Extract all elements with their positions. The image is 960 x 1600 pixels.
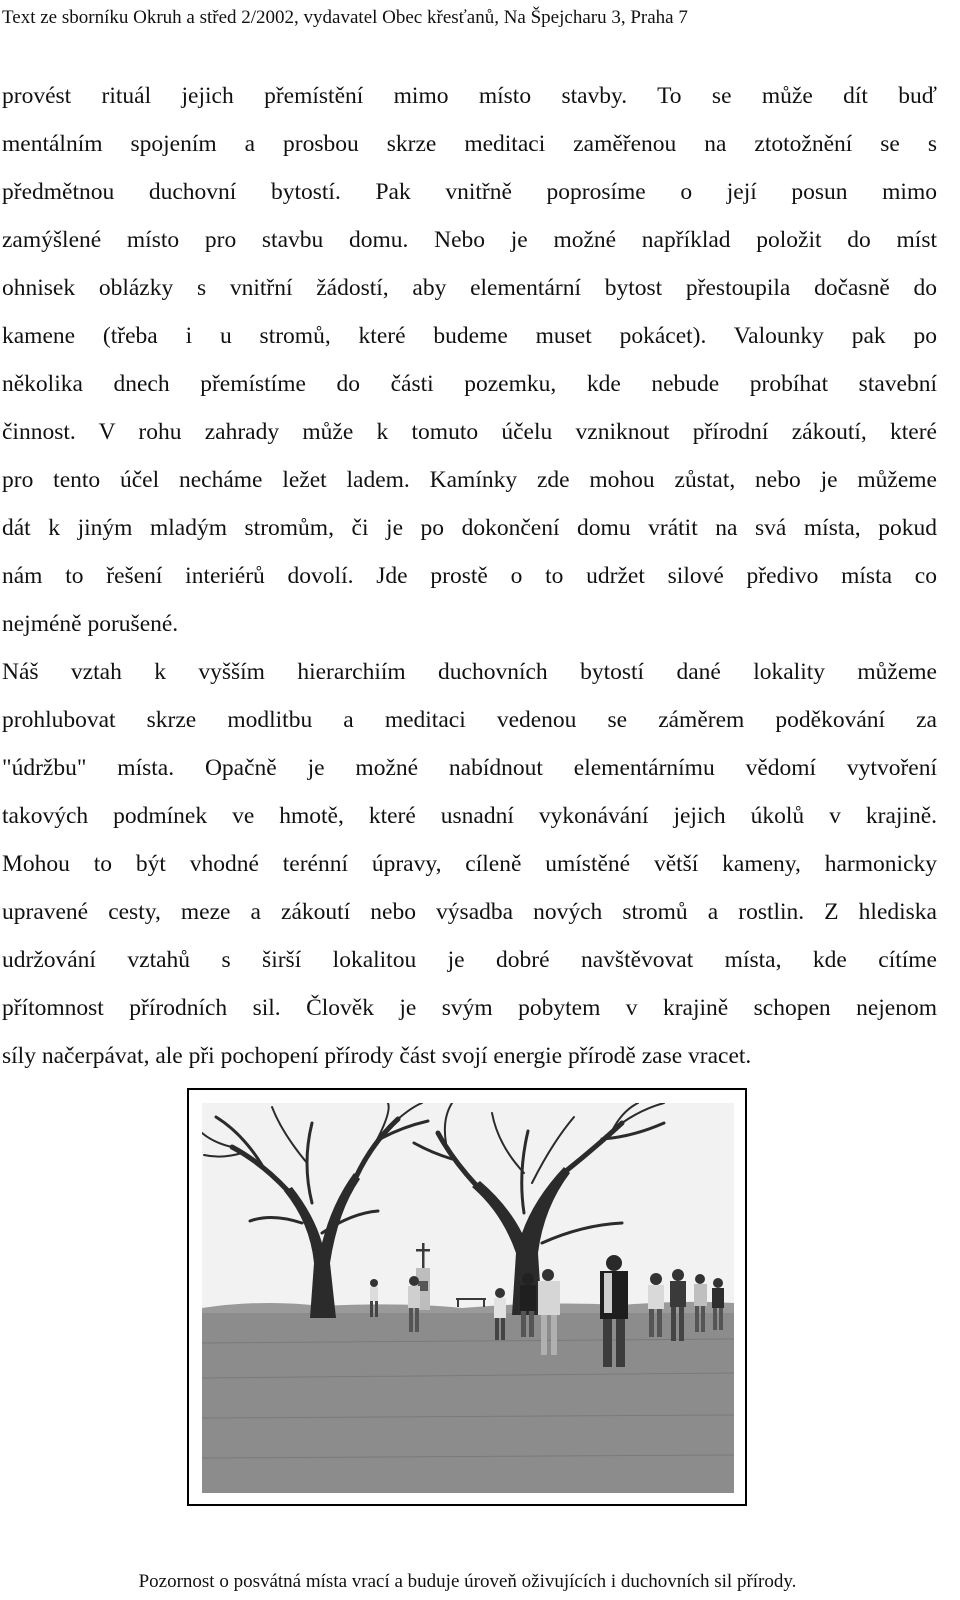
text-line: Náš vztah k vyšším hierarchiím duchovních bytostí dané lokality můžeme xyxy=(2,659,937,685)
text-line: pro tento účel necháme ležet ladem. Kamínky zde mohou zůstat, nebo je můžeme xyxy=(2,467,937,493)
photo-frame xyxy=(187,1088,747,1506)
text-line: takových podmínek ve hmotě, které usnadní vykonávání jejich úkolů v krajině. xyxy=(2,803,937,829)
figure-caption: Pozornost o posvátná místa vrací a buduje úroveň oživujících i duchovních sil přírody. xyxy=(138,1571,797,1592)
text-line: provést rituál jejich přemístění mimo místo stavby. To se může dít buď xyxy=(2,83,937,109)
text-line: "údržbu" místa. Opačně je možné nabídnout elementárnímu vědomí vytvoření xyxy=(2,755,937,781)
text-line: předmětnou duchovní bytostí. Pak vnitřně poprosíme o její posun mimo xyxy=(2,179,937,205)
paragraph-1 xyxy=(2,72,937,648)
text-line: mentálním spojením a prosbou skrze meditaci zaměřenou na ztotožnění se s xyxy=(2,131,937,157)
text-line: několika dnech přemístíme do části pozemku, kde nebude probíhat stavební xyxy=(2,371,937,397)
page-header: Text ze sborníku Okruh a střed 2/2002, vydavatel Obec křesťanů, Na Špejcharu 3, Praha 7 xyxy=(2,7,688,28)
paragraph-2 xyxy=(2,648,937,1080)
text-line: udržování vztahů s širší lokalitou je dobré navštěvovat místa, kde cítíme xyxy=(2,947,937,973)
text-line: činnost. V rohu zahrady může k tomuto účelu vzniknout přírodní zákoutí, které xyxy=(2,419,937,445)
text-line: nám to řešení interiérů dovolí. Jde prostě o to udržet silové předivo místa co xyxy=(2,563,937,589)
text-line: ohnisek oblázky s vnitřní žádostí, aby elementární bytost přestoupila dočasně do xyxy=(2,275,937,301)
text-line: Mohou to být vhodné terénní úpravy, cíleně umístěné větší kameny, harmonicky xyxy=(2,851,937,877)
text-line: dát k jiným mladým stromům, či je po dokončení domu vrátit na svá místa, pokud xyxy=(2,515,937,541)
text-line: kamene (třeba i u stromů, které budeme muset pokácet). Valounky pak po xyxy=(2,323,937,349)
landscape-photo xyxy=(202,1103,734,1493)
text-line: nejméně porušené. xyxy=(2,611,179,637)
text-line: zamýšlené místo pro stavbu domu. Nebo je možné například položit do míst xyxy=(2,227,937,253)
text-line: přítomnost přírodních sil. Člověk je svým pobytem v krajině schopen nejenom xyxy=(2,995,937,1021)
text-line: síly načerpávat, ale při pochopení přírody část svojí energie přírodě zase vracet. xyxy=(2,1043,752,1069)
text-line: prohlubovat skrze modlitbu a meditaci vedenou se záměrem poděkování za xyxy=(2,707,937,733)
article-body xyxy=(2,72,937,1080)
text-line: upravené cesty, meze a zákoutí nebo výsadba nových stromů a rostlin. Z hlediska xyxy=(2,899,937,925)
